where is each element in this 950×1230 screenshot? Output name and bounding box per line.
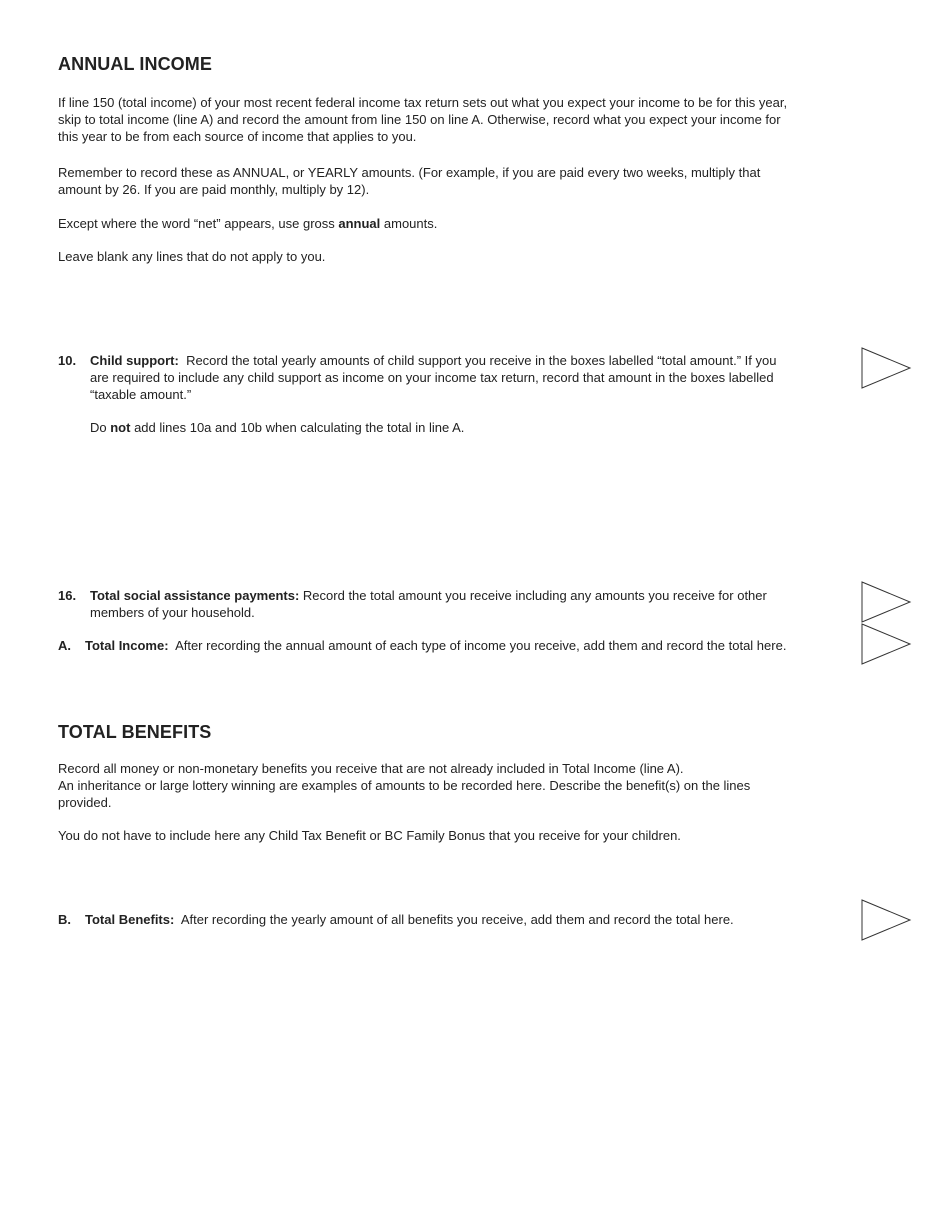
item-number: 16. bbox=[58, 588, 77, 603]
annual-income-intro: If line 150 (total income) of your most recent federal income tax return sets out what you expect your income to be for this year, skip to total income (line A) and record the amount from line 150 on line A. Otherwise, record what you expect your income for this year to be from each source of income that applies to you. bbox=[58, 95, 788, 144]
child-support-note: Do not add lines 10a and 10b when calculating the total in line A. bbox=[90, 420, 465, 435]
item-10-child-support bbox=[58, 352, 798, 452]
item-b-total-benefits bbox=[58, 911, 798, 944]
annual-income-heading: ANNUAL INCOME bbox=[58, 54, 212, 74]
triangle-pointer-icon bbox=[860, 580, 912, 626]
triangle-pointer-icon bbox=[860, 622, 912, 668]
item-letter: A. bbox=[58, 638, 71, 653]
gross-amounts-note: Except where the word “net” appears, use gross annual amounts. bbox=[58, 216, 438, 231]
triangle-pointer-icon bbox=[860, 346, 912, 392]
item-a-total-income bbox=[58, 637, 798, 670]
total-benefits-heading: TOTAL BENEFITS bbox=[58, 722, 212, 742]
leave-blank-note: Leave blank any lines that do not apply to you. bbox=[58, 249, 326, 264]
item-number: 10. bbox=[58, 353, 77, 368]
triangle-pointer-icon bbox=[860, 898, 912, 944]
total-benefits-instruction: Total Benefits: After recording the yearly amount of all benefits you receive, add them and record the total here. bbox=[85, 912, 734, 927]
item-letter: B. bbox=[58, 912, 71, 927]
item-16-social-assistance bbox=[58, 587, 798, 637]
child-support-instruction: Child support: Record the total yearly amounts of child support you receive in the boxes labelled “total amount.” If you are required to include any child support as income on your income tax return, record that amount in the boxes labelled “taxable amount.” bbox=[90, 353, 777, 402]
child-tax-benefit-note: You do not have to include here any Child Tax Benefit or BC Family Bonus that you receive for your children. bbox=[58, 828, 681, 843]
total-income-instruction: Total Income: After recording the annual amount of each type of income you receive, add them and record the total here. bbox=[85, 638, 787, 653]
social-assistance-instruction: Total social assistance payments: Record the total amount you receive including any amounts you receive for other members of your household. bbox=[90, 588, 767, 620]
total-benefits-description: Record all money or non-monetary benefits you receive that are not already included in Total Income (line A). An inheritance or large lottery winning are examples of amounts to be recorded here. Describe the benefit(s) on the lines provided. bbox=[58, 761, 751, 810]
annual-amounts-reminder: Remember to record these as ANNUAL, or YEARLY amounts. (For example, if you are paid every two weeks, multiply that amount by 26. If you are paid monthly, multiply by 12). bbox=[58, 165, 761, 197]
